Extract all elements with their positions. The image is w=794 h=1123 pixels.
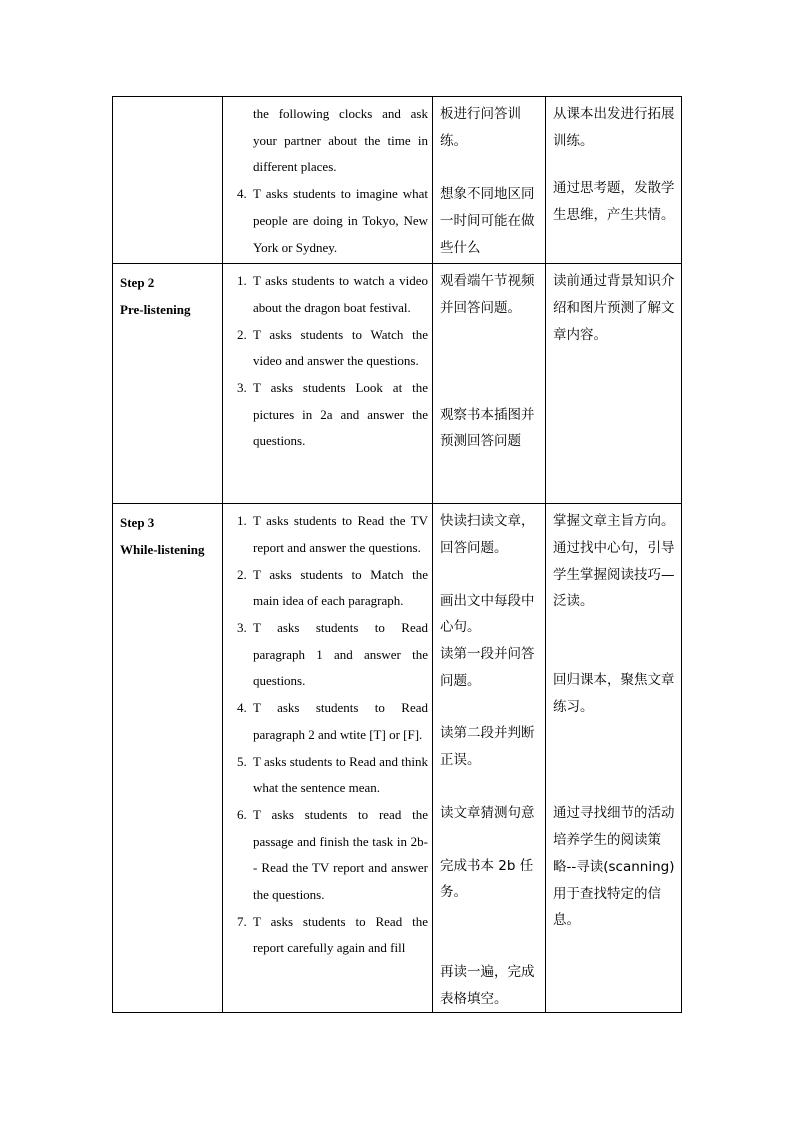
activity-text: T asks students to Read the TV report and answer the questions. [253,513,428,555]
item-number: 4. [237,186,247,202]
activity-text: T asks students to Read paragraph 2 and wtite [T] or [F]. [253,700,428,742]
activity-text: T asks students to Read the report carefully again and fill [253,913,428,956]
purpose-text: 读前通过背景知识介绍和图片预测了解文章内容。 [553,273,675,343]
step-cell [113,504,223,1013]
item-number: 6. [237,806,247,822]
student-text: 画出文中每段中心句。 [440,592,535,636]
purpose-cell [546,97,682,264]
purpose-text: 回归课本，聚焦文章练习。 [553,672,675,715]
activity-text: T asks students to imagine what people are doing in Tokyo, New York or Sydney. [253,186,428,255]
student-text: 快读扫读文章，回答问题。 [440,513,535,556]
purpose-text: 掌握文章主旨方向。通过找中心句，引导学生掌握阅读技巧—泛读。 [553,513,675,610]
student-text: 读第二段并判断正误。 [440,725,535,769]
list-item [223,181,428,261]
student-text: 读第一段并问答问题。 [440,646,535,689]
list-item [223,562,428,615]
item-number: 2. [237,326,247,342]
purpose-cell [546,504,682,1013]
activity-text: T asks students to read the passage and finish the task in 2b-- Read the TV report and answer the questions. [253,806,428,903]
step-subtitle: Pre-listening [120,301,191,317]
step-subtitle: While-listening [120,541,205,557]
student-activity-cell [433,264,546,504]
list-item [223,802,428,909]
item-number: 1. [237,513,247,529]
purpose-cell [546,264,682,504]
table-row [113,264,682,504]
list-item [223,268,428,321]
list-item [223,615,428,695]
table-row [113,97,682,264]
purpose-text: 通过思考题，发散学生思维，产生共情。 [553,180,675,224]
item-number: 2. [237,566,247,582]
item-number: 1. [237,273,247,289]
student-activity-cell [433,97,546,264]
list-item [223,909,428,962]
teacher-activity-cell [223,264,433,504]
activity-text: T asks students to Watch the video and answer the questions. [253,326,428,369]
item-number: 7. [237,913,247,929]
step-cell [113,264,223,504]
teacher-activity-cell [223,504,433,1013]
student-text: 板进行问答训练。 [440,106,521,149]
list-item [223,101,428,181]
item-number: 3. [237,380,247,396]
activity-text: T asks students to watch a video about the dragon boat festival. [253,273,428,315]
teacher-activity-cell [223,97,433,264]
purpose-text: 通过寻找细节的活动培养学生的阅读策略--寻读(scanning)用于查找特定的信息。 [553,805,675,929]
step-cell [113,97,223,264]
activity-text: T asks students to Read paragraph 1 and answer the questions. [253,620,428,689]
activity-text: T asks students to Match the main idea of each paragraph. [253,566,428,609]
item-number: 5. [237,753,247,769]
student-text: 再读一遍，完成表格填空。 [440,963,535,1007]
list-item [223,508,428,561]
list-item [223,695,428,748]
item-number: 4. [237,700,247,716]
list-item [223,375,428,455]
student-text: 读文章猜测句意 [440,804,535,821]
lesson-plan-table [112,96,682,1013]
step-title: Step 3 [120,515,155,531]
activity-text: the following clocks and ask your partner about the time in different places. [253,106,428,175]
student-text: 观看端午节视频并回答问题。 [440,273,535,316]
activity-text: T asks students to Read and think what the sentence mean. [253,753,428,796]
student-text: 观察书本插图并预测回答问题 [440,406,535,450]
purpose-text: 从课本出发进行拓展训练。 [553,106,675,149]
student-text: 想象不同地区同一时间可能在做些什么 [440,186,535,256]
item-number: 3. [237,620,247,636]
table-row [113,504,682,1013]
step-title: Step 2 [120,275,155,291]
student-text: 完成书本 2b 任务。 [440,857,534,901]
list-item [223,749,428,802]
student-activity-cell [433,504,546,1013]
activity-text: T asks students Look at the pictures in 2a and answer the questions. [253,380,428,449]
list-item [223,322,428,375]
